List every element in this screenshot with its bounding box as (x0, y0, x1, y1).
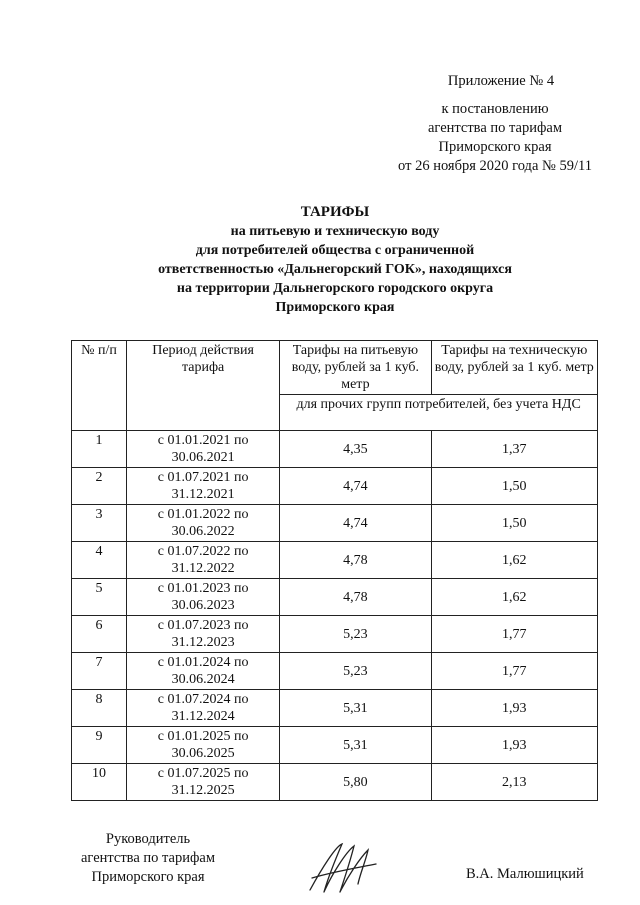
row-period: с 01.01.2022 по 30.06.2022 (126, 505, 279, 542)
row-drinking-tariff: 5,80 (280, 764, 431, 801)
header-num: № п/п (72, 341, 127, 431)
table-header-row (72, 341, 598, 395)
table-row (72, 542, 598, 579)
reference-line: Приморского края (438, 139, 552, 155)
row-number: 3 (72, 505, 127, 542)
row-period: с 01.07.2022 по 31.12.2022 (126, 542, 279, 579)
header-period: Период действия тарифа (126, 341, 279, 431)
row-technical-tariff: 1,77 (431, 616, 597, 653)
row-technical-tariff: 1,77 (431, 653, 597, 690)
appendix-reference (360, 100, 630, 176)
row-number: 6 (72, 616, 127, 653)
table-row (72, 690, 598, 727)
row-drinking-tariff: 5,23 (280, 653, 431, 690)
table-row (72, 431, 598, 468)
signatory-position (68, 830, 228, 887)
position-line: агентства по тарифам (81, 850, 215, 866)
row-period: с 01.07.2025 по 31.12.2025 (126, 764, 279, 801)
table-row (72, 764, 598, 801)
row-drinking-tariff: 5,23 (280, 616, 431, 653)
title-line: для потребителей общества с ограниченной (195, 243, 475, 258)
row-period: с 01.01.2024 по 30.06.2024 (126, 653, 279, 690)
tariff-table (71, 340, 598, 801)
header-technical: Тарифы на техническую воду, рублей за 1 куб. метр (431, 341, 597, 395)
header-subheader: для прочих групп потребителей, без учета НДС (280, 395, 598, 431)
position-line: Руководитель (105, 831, 191, 847)
row-technical-tariff: 1,62 (431, 579, 597, 616)
row-period: с 01.01.2021 по 30.06.2021 (126, 431, 279, 468)
row-number: 7 (72, 653, 127, 690)
row-period: с 01.07.2023 по 31.12.2023 (126, 616, 279, 653)
row-number: 9 (72, 727, 127, 764)
table-row (72, 579, 598, 616)
row-technical-tariff: 1,50 (431, 505, 597, 542)
row-number: 10 (72, 764, 127, 801)
title-main: ТАРИФЫ (300, 204, 370, 220)
header-drinking: Тарифы на питьевую воду, рублей за 1 куб. метр (280, 341, 431, 395)
title-line: на питьевую и техническую воду (230, 224, 440, 239)
row-drinking-tariff: 4,78 (280, 542, 431, 579)
row-number: 2 (72, 468, 127, 505)
row-number: 5 (72, 579, 127, 616)
reference-line: от 26 ноября 2020 года № 59/11 (398, 158, 592, 174)
table-row (72, 468, 598, 505)
row-period: с 01.07.2021 по 31.12.2021 (126, 468, 279, 505)
row-technical-tariff: 1,93 (431, 727, 597, 764)
position-line: Приморского края (91, 869, 205, 885)
table-row (72, 727, 598, 764)
row-drinking-tariff: 4,74 (280, 505, 431, 542)
row-number: 4 (72, 542, 127, 579)
row-drinking-tariff: 4,78 (280, 579, 431, 616)
table-row (72, 505, 598, 542)
row-drinking-tariff: 4,35 (280, 431, 431, 468)
title-line: на территории Дальнегорского городского округа (176, 281, 494, 296)
row-period: с 01.01.2025 по 30.06.2025 (126, 727, 279, 764)
row-technical-tariff: 1,62 (431, 542, 597, 579)
row-drinking-tariff: 4,74 (280, 468, 431, 505)
row-drinking-tariff: 5,31 (280, 727, 431, 764)
title-line: Приморского края (275, 300, 395, 315)
handwritten-signature (302, 838, 382, 898)
table-row (72, 653, 598, 690)
row-technical-tariff: 2,13 (431, 764, 597, 801)
row-technical-tariff: 1,50 (431, 468, 597, 505)
table-row (72, 616, 598, 653)
title-line: ответственностью «Дальнегорский ГОК», находящихся (158, 262, 512, 277)
row-technical-tariff: 1,93 (431, 690, 597, 727)
row-number: 8 (72, 690, 127, 727)
row-number: 1 (72, 431, 127, 468)
row-drinking-tariff: 5,31 (280, 690, 431, 727)
reference-line: агентства по тарифам (428, 120, 562, 136)
document-title (120, 203, 550, 317)
reference-line: к постановлению (441, 101, 549, 117)
row-technical-tariff: 1,37 (431, 431, 597, 468)
row-period: с 01.07.2024 по 31.12.2024 (126, 690, 279, 727)
row-period: с 01.01.2023 по 30.06.2023 (126, 579, 279, 616)
signer-name: В.А. Малюшицкий (466, 866, 584, 882)
